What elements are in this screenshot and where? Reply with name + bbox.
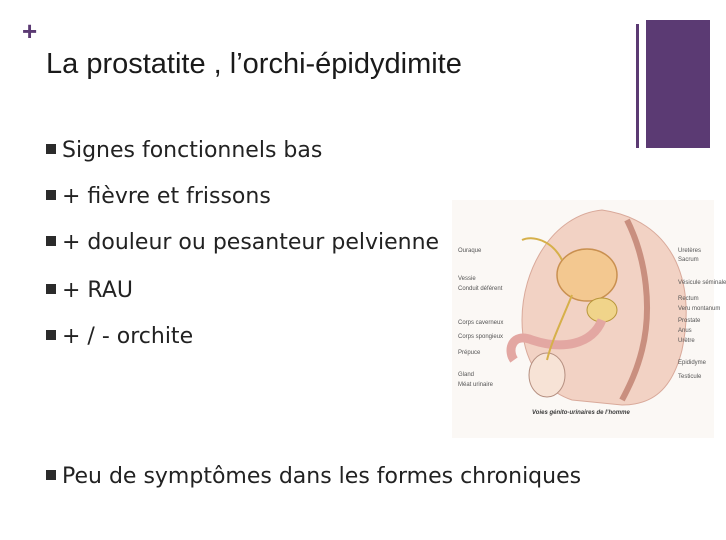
bullet-square-icon (46, 330, 56, 340)
slide-title: La prostatite , l’orchi-épidydimite (46, 48, 462, 80)
figure-label: Rectum (678, 296, 699, 302)
bullet-item: Signes fonctionnels bas (46, 138, 322, 163)
figure-label: Prostate (678, 318, 701, 324)
figure-label: Urètre (678, 338, 695, 344)
figure-label: Vessie (458, 276, 476, 282)
bullet-square-icon (46, 190, 56, 200)
bullet-item: + douleur ou pesanteur pelvienne (46, 230, 439, 255)
figure-label: Sacrum (678, 257, 699, 263)
figure-label: Corps caverneux (458, 320, 504, 326)
bullet-square-icon (46, 470, 56, 480)
figure-label: Uretères (678, 248, 702, 254)
figure-label: Epididyme (678, 360, 707, 366)
figure-label: Gland (458, 372, 475, 378)
accent-line (636, 24, 639, 148)
figure-label: Prépuce (458, 350, 481, 356)
bullet-square-icon (46, 236, 56, 246)
bullet-item: + fièvre et frissons (46, 184, 271, 209)
bullet-item: Peu de symptômes dans les formes chroniques (46, 464, 581, 489)
figure-label: Corps spongieux (458, 334, 504, 340)
figure-label: Anus (678, 328, 692, 334)
accent-box (646, 20, 710, 148)
bullet-item: + / - orchite (46, 324, 193, 349)
figure-label: Veru montanum (678, 306, 721, 312)
plus-decoration: + (22, 16, 38, 46)
anatomy-illustration (452, 200, 714, 438)
anatomy-figure (452, 200, 726, 438)
figure-label: Ouraque (458, 248, 482, 254)
figure-label: Conduit déférent (458, 286, 503, 292)
bullet-item: + RAU (46, 278, 133, 303)
figure-label: Testicule (678, 374, 702, 380)
figure-label: Vésicule séminale (678, 280, 726, 286)
bullet-square-icon (46, 144, 56, 154)
figure-label: Méat urinaire (458, 382, 494, 388)
bullet-square-icon (46, 284, 56, 294)
figure-caption: Voies génito-urinaires de l’homme (532, 410, 630, 416)
